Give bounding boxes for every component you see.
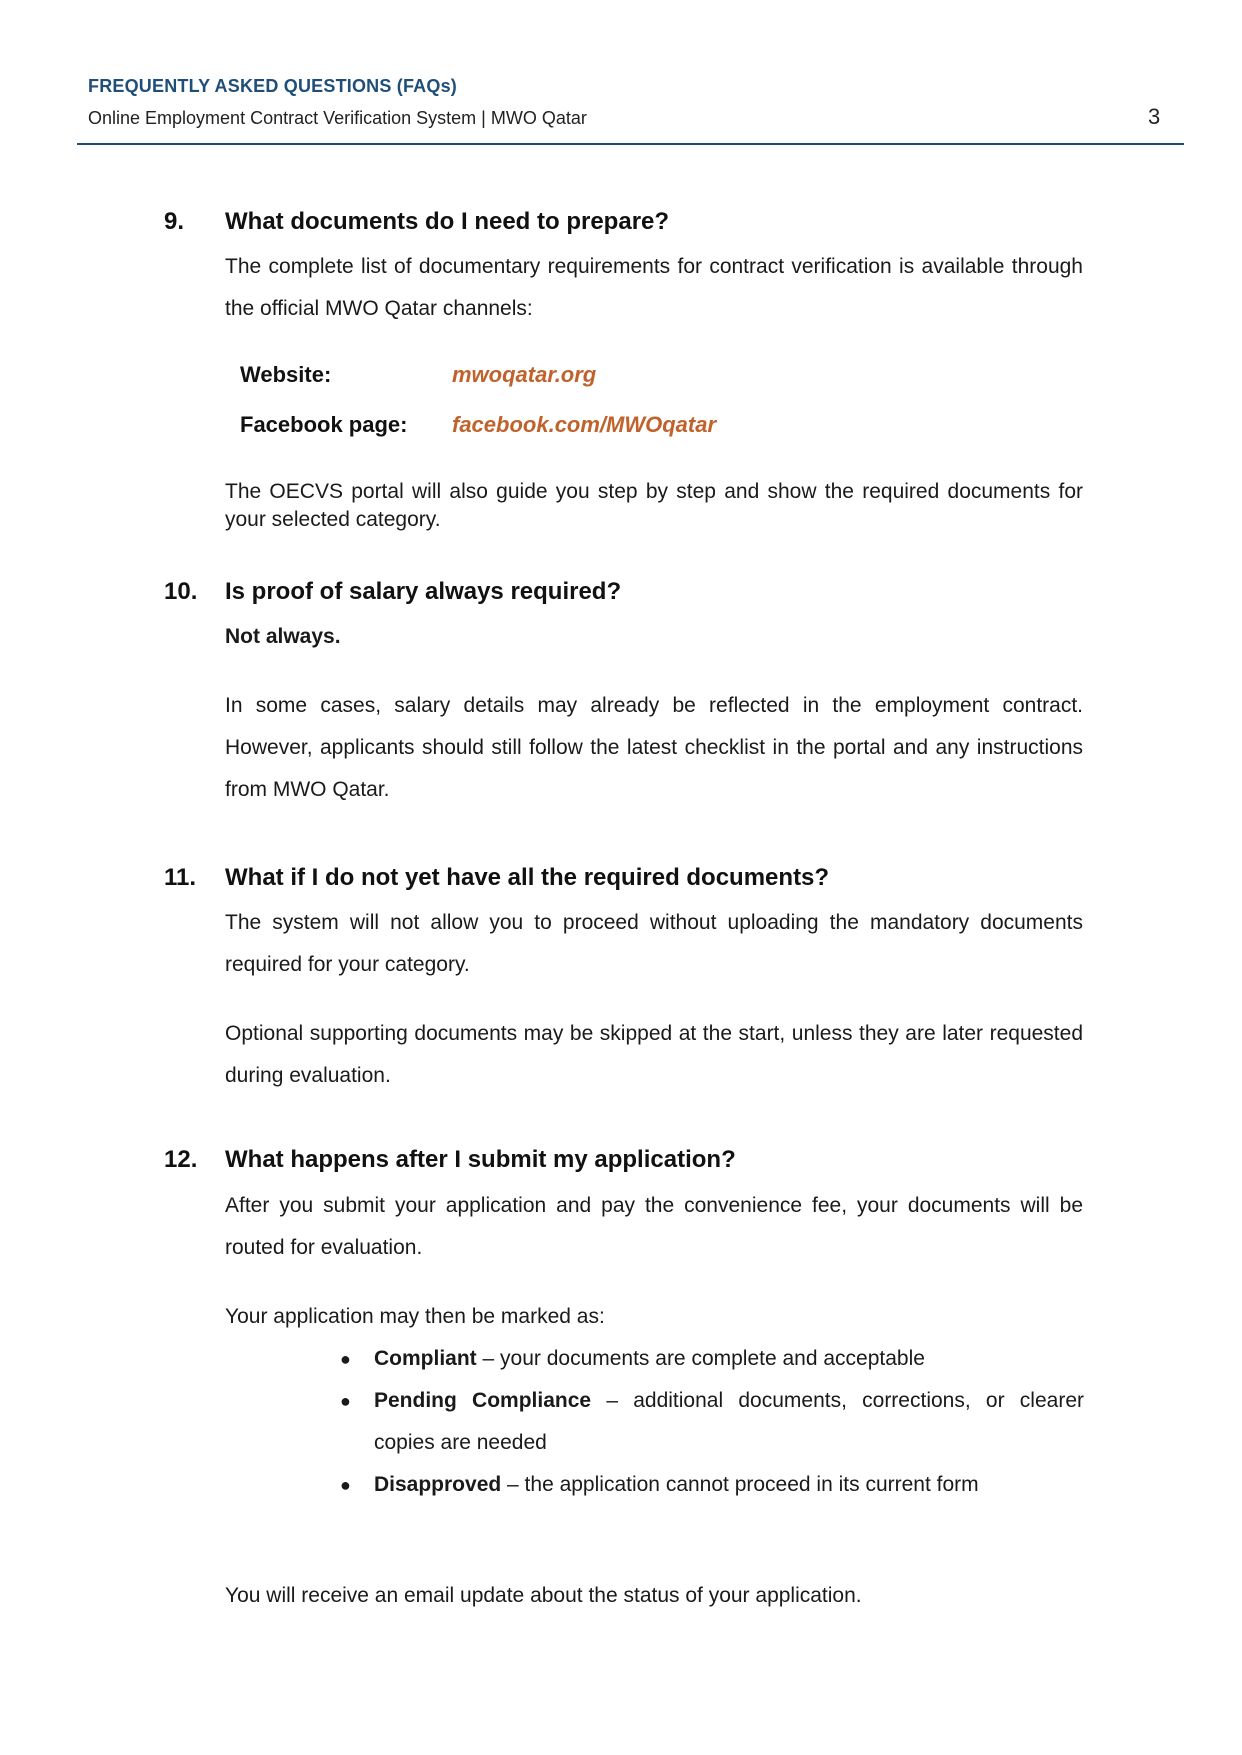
header-title: FREQUENTLY ASKED QUESTIONS (FAQs)	[88, 76, 457, 96]
facebook-row	[240, 412, 716, 438]
bullet-icon: ●	[340, 1475, 351, 1495]
q12-paragraph-1: After you submit your application and pay the convenience fee, your documents will be routed for evaluation.	[225, 1194, 1083, 1259]
q9-paragraph-2: The OECVS portal will also guide you step by step and show the required documents for your selected category.	[225, 480, 1083, 531]
page-number: 3	[1148, 104, 1161, 129]
q11-paragraph-2: Optional supporting documents may be skipped at the start, unless they are later requested during evaluation.	[225, 1022, 1083, 1087]
question-title: What documents do I need to prepare?	[225, 208, 670, 235]
list-item	[340, 1464, 1084, 1506]
header-subtitle: Online Employment Contract Verification System | MWO Qatar	[88, 108, 587, 128]
q12-paragraph-2: Your application may then be marked as:	[225, 1305, 605, 1328]
list-item	[340, 1338, 1084, 1380]
q9-paragraph-1: The complete list of documentary requirements for contract verification is available through the official MWO Qatar channels:	[225, 255, 1083, 320]
question-title: Is proof of salary always required?	[225, 578, 622, 605]
question-number: 10.	[164, 578, 198, 605]
header-divider	[77, 143, 1184, 145]
status-description: – the application cannot proceed in its current form	[501, 1473, 979, 1496]
status-term: Pending Compliance	[374, 1389, 592, 1412]
status-description: – additional documents, corrections, or clearer copies are needed	[374, 1389, 1084, 1454]
website-label: Website:	[240, 362, 332, 387]
status-term: Disapproved	[374, 1473, 502, 1496]
status-description: – your documents are complete and acceptable	[476, 1347, 925, 1370]
list-item	[340, 1380, 1084, 1464]
question-number: 12.	[164, 1146, 198, 1173]
website-link[interactable]: mwoqatar.org	[452, 362, 597, 387]
q10-answer: Not always.	[225, 625, 341, 648]
facebook-link[interactable]: facebook.com/MWOqatar	[452, 412, 717, 437]
question-number: 9.	[164, 208, 185, 235]
question-title: What if I do not yet have all the required documents?	[225, 864, 830, 891]
status-term: Compliant	[374, 1347, 477, 1370]
facebook-label: Facebook page:	[240, 412, 408, 437]
q12-paragraph-3: You will receive an email update about the status of your application.	[225, 1584, 862, 1607]
website-row	[240, 362, 596, 388]
q10-paragraph-1: In some cases, salary details may already be reflected in the employment contract. However, applicants should still follow the latest checklist in the portal and any instructions from MWO Qatar.	[225, 694, 1083, 801]
question-title: What happens after I submit my application?	[225, 1146, 736, 1173]
q11-paragraph-1: The system will not allow you to proceed without uploading the mandatory documents required for your category.	[225, 911, 1083, 976]
bullet-icon: ●	[340, 1349, 351, 1369]
question-number: 11.	[164, 864, 197, 891]
bullet-icon: ●	[340, 1391, 351, 1411]
